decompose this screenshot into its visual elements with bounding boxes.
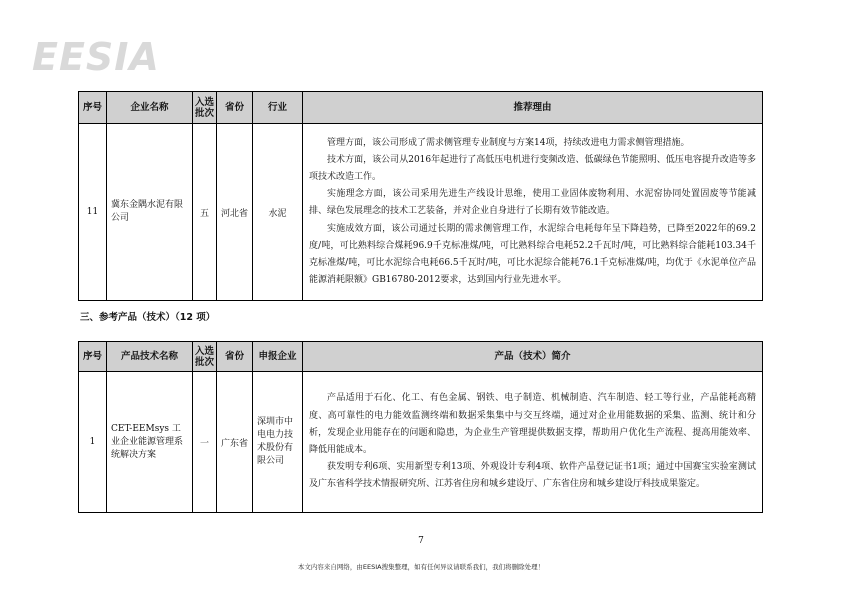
row-reason <box>303 124 763 301</box>
reason-paragraph: 实施理念方面，该公司采用先进生产线设计思维，使用工业固体废物利用、水泥窑协同处置固废等节能减排、绿色发展理念的技术工艺装备，并对企业自身进行了长期有效节能改造。 <box>309 189 756 217</box>
row-intro <box>303 372 763 513</box>
row-province: 广东省 <box>217 372 253 513</box>
row-batch: 一 <box>193 372 217 513</box>
row-batch: 五 <box>193 124 217 301</box>
header-province: 省份 <box>217 92 253 124</box>
intro-paragraph: 产品适用于石化、化工、有色金属、钢铁、电子制造、机械制造、汽车制造、轻工等行业，产品能耗高精度、高可靠性的电力能效监测终端和数据采集集中与交互终端，通过对企业用能数据的采集、监测、统计和分析，发现企业用能存在的问题和隐患，为企业生产管理提供数据支撑，帮助用户优化生产流程、提高用能效率、降低用能成本。 <box>309 393 756 455</box>
reason-paragraph: 管理方面，该公司形成了需求侧管理专业制度与方案14项，持续改进电力需求侧管理措施。 <box>327 137 690 148</box>
header-province: 省份 <box>217 342 253 372</box>
header-applicant: 申报企业 <box>253 342 303 372</box>
header-reason: 推荐理由 <box>303 92 763 124</box>
header-batch: 入选批次 <box>193 342 217 372</box>
reason-paragraph: 技术方面，该公司从2016年起进行了高低压电机进行变频改造、低碳绿色节能照明、低压电容提升改造等多项技术改造工作。 <box>309 154 756 182</box>
enterprise-table <box>78 91 763 301</box>
page-number: 7 <box>418 536 424 546</box>
eesia-logo: EESIA <box>32 35 160 79</box>
row-no: 11 <box>79 124 107 301</box>
row-province: 河北省 <box>217 124 253 301</box>
row-product: CET-EEMsys 工业企业能源管理系统解决方案 <box>107 372 193 513</box>
table-row <box>79 124 763 301</box>
section-title: 三、参考产品（技术）（12 项） <box>80 312 216 323</box>
header-batch: 入选批次 <box>193 92 217 124</box>
row-no: 1 <box>79 372 107 513</box>
intro-paragraph: 获发明专利6项、实用新型专利13项、外观设计专利4项、软件产品登记证书1项；通过中国赛宝实验室测试及广东省科学技术情报研究所、江苏省住房和城乡建设厅、广东省住房和城乡建设厅科技成果鉴定。 <box>309 462 756 490</box>
row-company: 深圳市中电电力技术股份有限公司 <box>253 372 303 513</box>
row-industry: 水泥 <box>253 124 303 301</box>
row-company: 冀东金隅水泥有限公司 <box>107 124 193 301</box>
product-table <box>78 341 763 513</box>
footer-note: 本文内容来自网络，由EESIA搜集整理，如有任何异议请联系我们，我们将删除处理！ <box>297 563 545 571</box>
header-no: 序号 <box>79 92 107 124</box>
header-industry: 行业 <box>253 92 303 124</box>
header-product: 产品技术名称 <box>107 342 193 372</box>
table-row <box>79 372 763 513</box>
header-company: 企业名称 <box>107 92 193 124</box>
header-intro: 产品（技术）简介 <box>303 342 763 372</box>
reason-paragraph: 实施成效方面，该公司通过长期的需求侧管理工作，水泥综合电耗每年呈下降趋势，已降至2022年的69.2度/吨，可比熟料综合煤耗96.9千克标准煤/吨，可比熟料综合电耗52.2千瓦时/吨，可比熟料综合能耗103.34千克标准煤/吨，可比水泥综合电耗66.5千瓦时/吨，可比水泥综合能耗76.1千克标准煤/吨，均优于《水泥单位产品能源消耗限额》GB16780-2012要求，达到国内行业先进水平。 <box>309 223 756 286</box>
header-no: 序号 <box>79 342 107 372</box>
